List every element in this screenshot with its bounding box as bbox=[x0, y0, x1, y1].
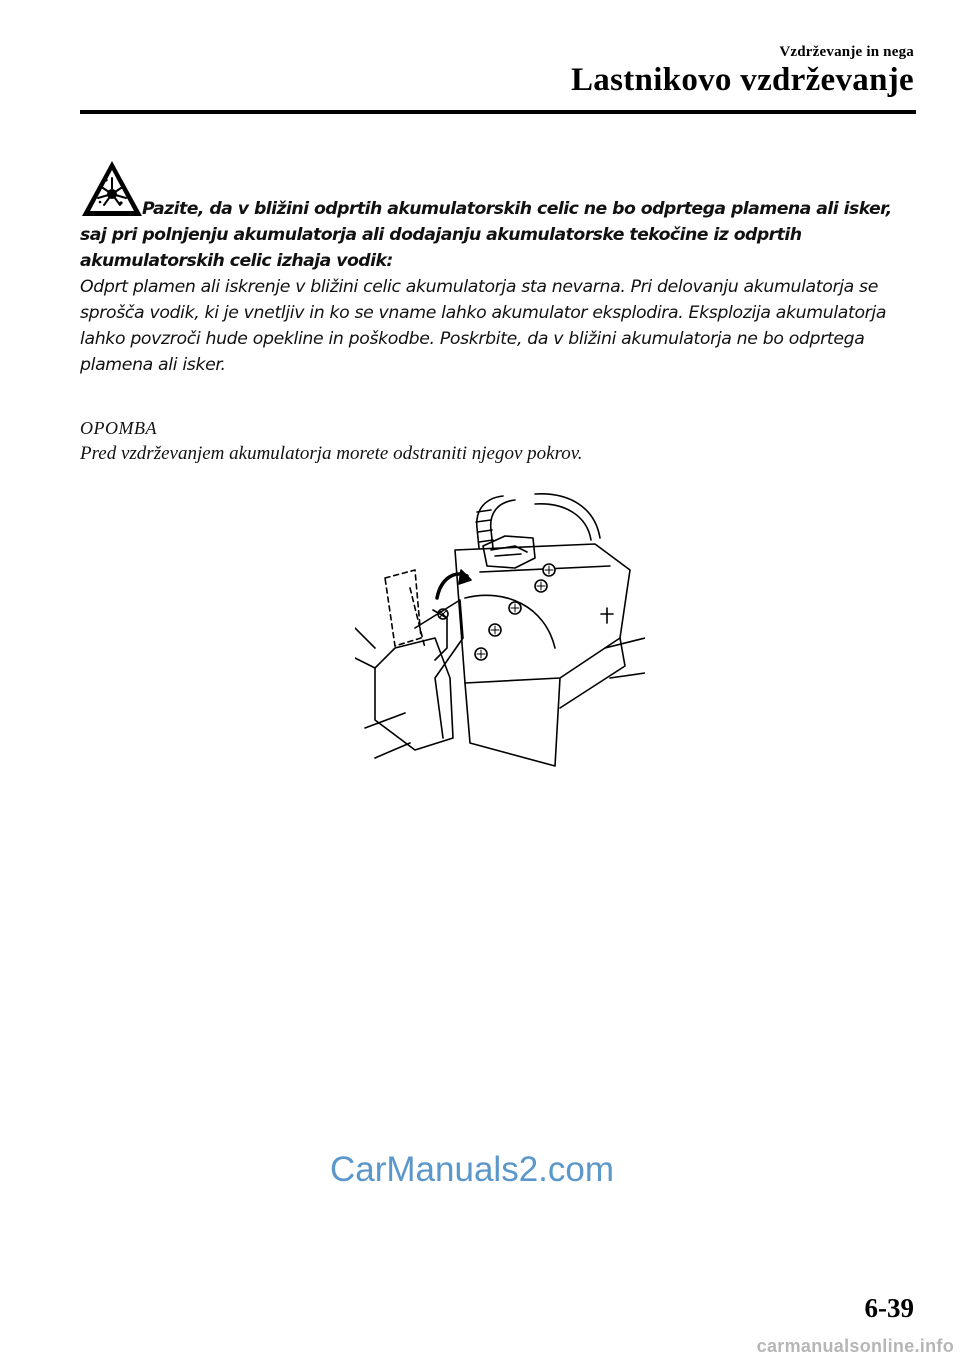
note-label: OPOMBA bbox=[80, 418, 157, 438]
warning-block bbox=[80, 196, 920, 378]
note-text: Pred vzdrževanjem akumulatorja morete odstraniti njegov pokrov. bbox=[80, 443, 583, 464]
footer-watermark: carmanualsonline.info bbox=[756, 1336, 954, 1356]
page-number: 6-39 bbox=[864, 1293, 914, 1323]
battery-cover-removal-illustration bbox=[355, 488, 645, 768]
warning-heading: Pazite, da v bližini odprtih akumulatorskih celic ne bo odprtega plamena ali isker, saj pri polnjenju akumulatorja ali dodajanju akumulatorske tekočine iz odprtih akumulatorskih celic izhaja vodik: bbox=[80, 199, 892, 271]
warning-body: Odprt plamen ali iskrenje v bližini celic akumulatorja sta nevarna. Pri delovanju akumulatorja se sprošča vodik, ki je vnetljiv in ko se vname lahko akumulator eksplodira. Eksplozija akumulatorja lahko povzroči hude opekline in poškodbe. Poskrbite, da v bližini akumulatorja ne bo odprtega plamena ali isker. bbox=[80, 277, 887, 375]
chapter-title: Lastnikovo vzdrževanje bbox=[571, 62, 914, 98]
section-title: Vzdrževanje in nega bbox=[779, 44, 914, 60]
header-divider bbox=[80, 110, 916, 114]
watermark: CarManuals2.com bbox=[330, 1150, 614, 1189]
